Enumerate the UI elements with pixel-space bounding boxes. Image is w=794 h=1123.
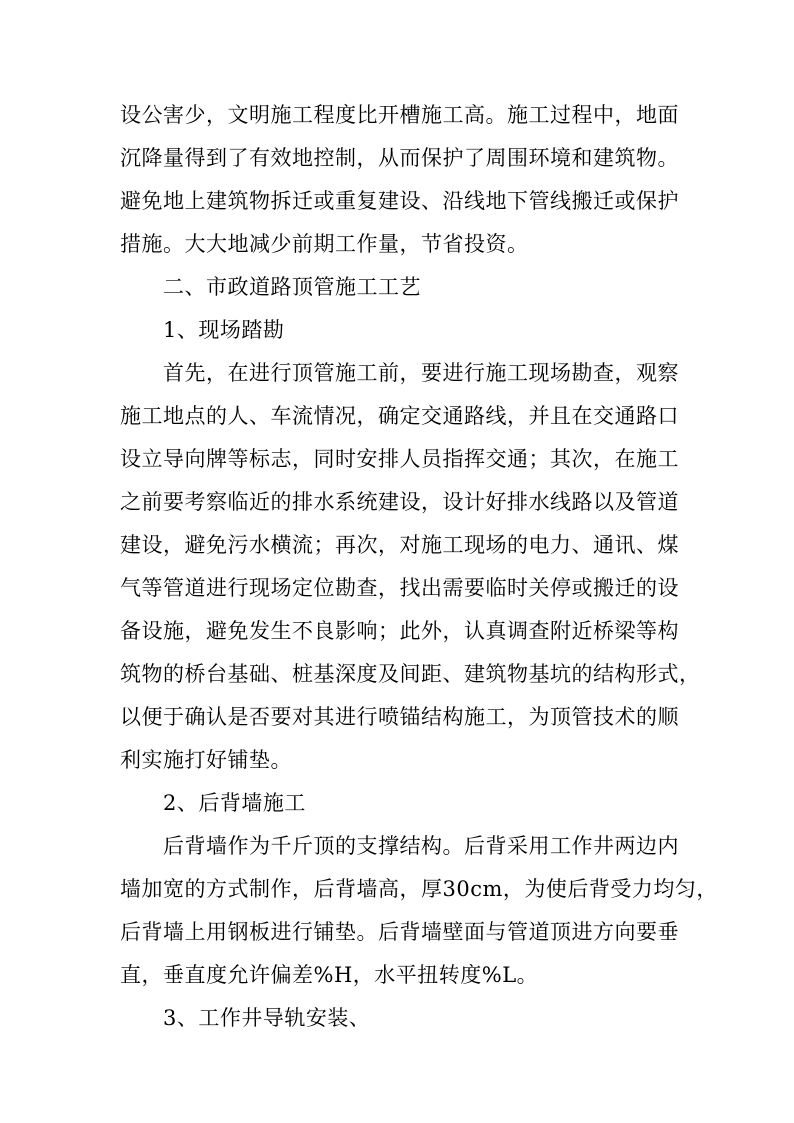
body-text-line: 筑物的桥台基础、桩基深度及间距、建筑物基坑的结构形式，	[120, 662, 701, 686]
body-text-line: 气等管道进行现场定位勘查，找出需要临时关停或搬迁的设	[120, 576, 679, 600]
body-text-line: 首先，在进行顶管施工前，要进行施工现场勘查，观察	[163, 361, 679, 385]
body-text-line: 以便于确认是否要对其进行喷锚结构施工，为顶管技术的顺	[120, 705, 679, 729]
body-text-line: 备设施，避免发生不良影响；此外，认真调查附近桥梁等构	[120, 619, 679, 643]
body-text-line: 措施。大大地减少前期工作量，节省投资。	[120, 232, 529, 256]
body-text-line: 设公害少，文明施工程度比开槽施工高。施工过程中，地面	[120, 103, 679, 127]
section-heading: 二、市政道路顶管施工工艺	[163, 275, 421, 299]
body-text-line: 设立导向牌等标志，同时安排人员指挥交通；其次，在施工	[120, 447, 679, 471]
subsection-heading: 1、现场踏勘	[163, 318, 285, 342]
body-text-line: 沉降量得到了有效地控制，从而保护了周围环境和建筑物。	[120, 146, 679, 170]
body-text-line: 后背墙作为千斤顶的支撑结构。后背采用工作井两边内	[163, 834, 679, 858]
body-text-line: 避免地上建筑物拆迁或重复建设、沿线地下管线搬迁或保护	[120, 189, 679, 213]
body-text-line: 墙加宽的方式制作，后背墙高，厚30cm，为使后背受力均匀，	[120, 877, 718, 901]
body-text-line: 利实施打好铺垫。	[120, 748, 292, 772]
body-text-line: 之前要考察临近的排水系统建设，设计好排水线路以及管道	[120, 490, 679, 514]
subsection-heading: 3、工作井导轨安装、	[163, 1006, 371, 1030]
body-text-line: 后背墙上用钢板进行铺垫。后背墙壁面与管道顶进方向要垂	[120, 920, 679, 944]
body-text-line: 建设，避免污水横流；再次，对施工现场的电力、通讯、煤	[120, 533, 679, 557]
body-text-line: 直，垂直度允许偏差%H，水平扭转度%L。	[120, 963, 539, 987]
body-text-line: 施工地点的人、车流情况，确定交通路线，并且在交通路口	[120, 404, 679, 428]
subsection-heading: 2、后背墙施工	[163, 791, 306, 815]
